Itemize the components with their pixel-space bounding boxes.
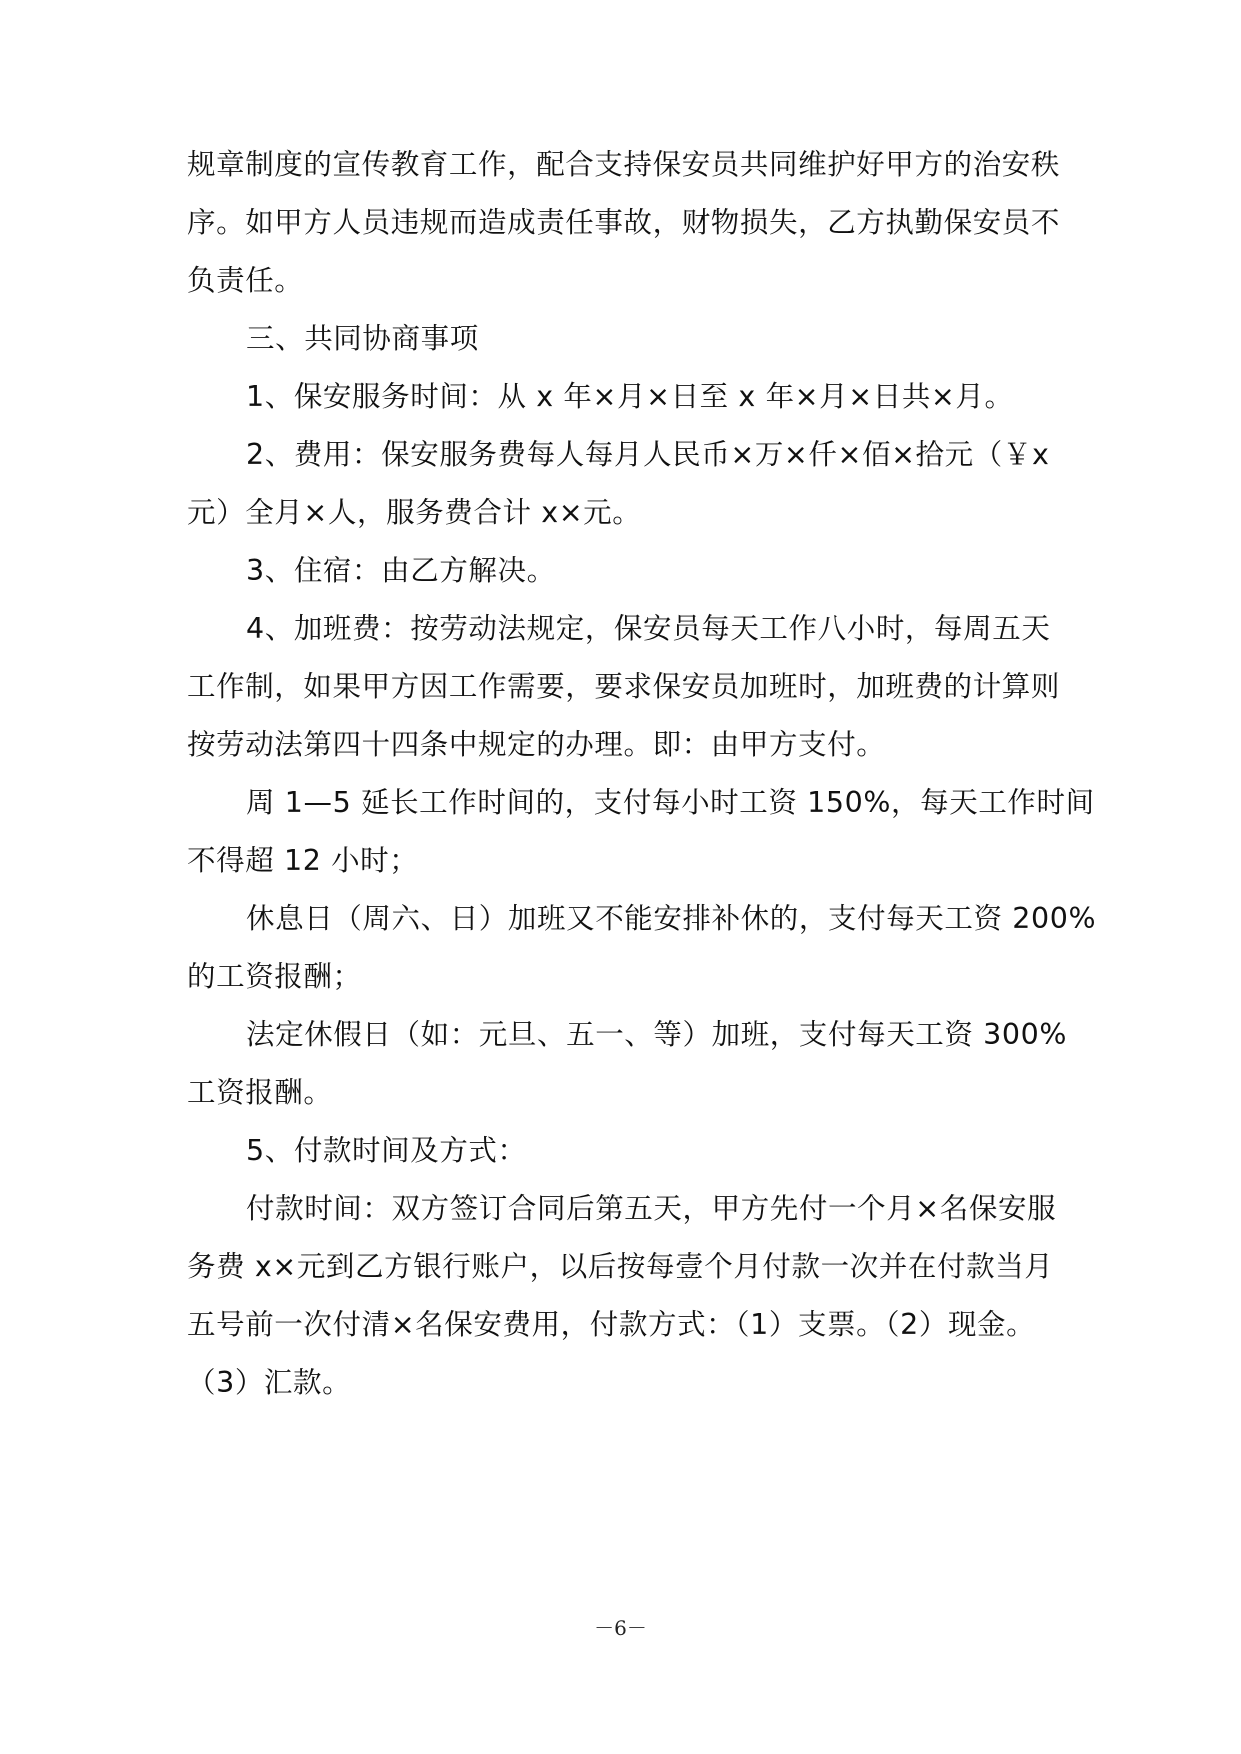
text-line: 工资报酬。 bbox=[187, 1076, 333, 1109]
text-line: （3）汇款。 bbox=[187, 1366, 352, 1399]
text-line: 休息日（周六、日）加班又不能安排补休的，支付每天工资 200% bbox=[246, 902, 1097, 935]
text-line: 2、费用：保安服务费每人每月人民币×万×仟×佰×拾元（￥x bbox=[246, 438, 1050, 471]
page-number: －6－ bbox=[594, 1616, 647, 1640]
text-line: 4、加班费：按劳动法规定，保安员每天工作八小时，每周五天 bbox=[246, 612, 1051, 645]
section-heading: 三、共同协商事项 bbox=[246, 322, 479, 355]
text-line: 负责任。 bbox=[187, 264, 304, 297]
text-line: 周 1—5 延长工作时间的，支付每小时工资 150%，每天工作时间 bbox=[246, 786, 1095, 819]
text-line: 5、付款时间及方式： bbox=[246, 1134, 527, 1167]
text-line: 法定休假日（如：元旦、五一、等）加班，支付每天工资 300% bbox=[246, 1018, 1068, 1051]
text-line: 务费 x×元到乙方银行账户，以后按每壹个月付款一次并在付款当月 bbox=[187, 1250, 1054, 1283]
text-line: 付款时间：双方签订合同后第五天，甲方先付一个月×名保安服 bbox=[246, 1192, 1057, 1225]
text-line: 的工资报酬； bbox=[187, 960, 362, 993]
text-line: 1、保安服务时间：从 x 年×月×日至 x 年×月×日共×月。 bbox=[246, 380, 1014, 413]
text-line: 元）全月×人，服务费合计 x×元。 bbox=[187, 496, 642, 529]
text-line: 规章制度的宣传教育工作，配合支持保安员共同维护好甲方的治安秩 bbox=[187, 148, 1061, 181]
text-line: 按劳动法第四十四条中规定的办理。即：由甲方支付。 bbox=[187, 728, 886, 761]
text-line: 3、住宿：由乙方解决。 bbox=[246, 554, 556, 587]
text-line: 序。如甲方人员违规而造成责任事故，财物损失，乙方执勤保安员不 bbox=[187, 206, 1061, 239]
text-line: 不得超 12 小时； bbox=[187, 844, 419, 877]
text-line: 工作制，如果甲方因工作需要，要求保安员加班时，加班费的计算则 bbox=[187, 670, 1061, 703]
text-line: 五号前一次付清×名保安费用，付款方式：（1）支票。（2）现金。 bbox=[187, 1308, 1036, 1341]
